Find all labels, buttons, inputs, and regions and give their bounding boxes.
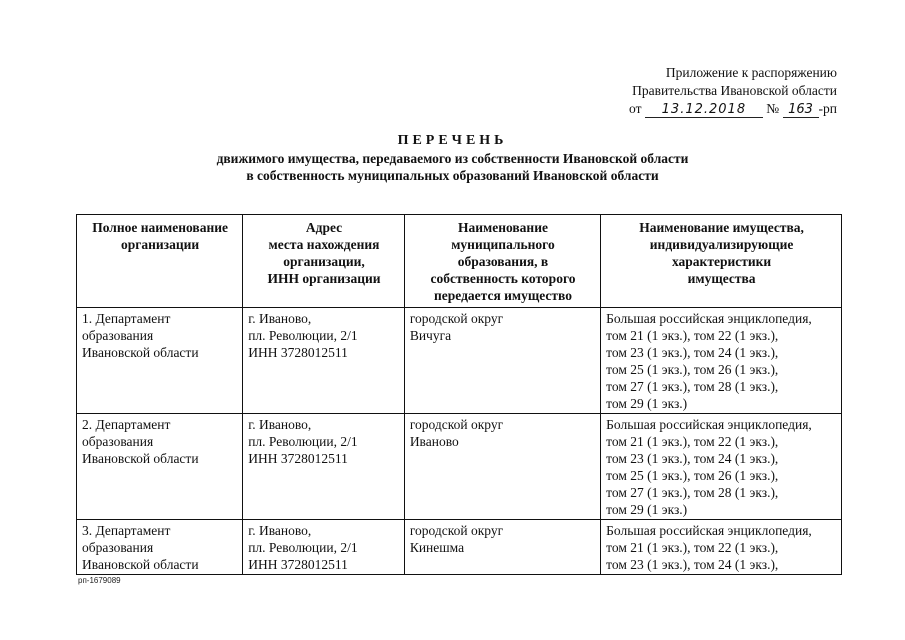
order-number-handwritten: 163: [783, 103, 819, 118]
cell-text-line: городской округ: [409, 523, 504, 538]
cell-text-line: Ивановской области: [82, 557, 199, 572]
cell-text-line: г. Иваново,: [248, 417, 312, 432]
document-code: рп-1679089: [78, 576, 121, 585]
cell-municipality: [404, 308, 600, 414]
title-subtitle-1: движимого имущества, передаваемого из собственности Ивановской области: [216, 151, 689, 166]
appendix-line-1: Приложение к распоряжению: [665, 65, 837, 80]
cell-text-line: Полное наименование: [92, 220, 229, 235]
cell-text-line: 2. Департамент: [82, 417, 171, 432]
cell-text-line: том 23 (1 экз.), том 24 (1 экз.),: [606, 557, 779, 572]
table-header-row: [77, 215, 842, 308]
cell-property: [601, 520, 842, 575]
cell-municipality: [404, 414, 600, 520]
cell-text-line: том 29 (1 экз.): [606, 502, 688, 517]
cell-text-line: пл. Революции, 2/1: [248, 434, 358, 449]
order-from-label: от: [629, 101, 642, 116]
cell-text-line: организации: [120, 237, 200, 252]
cell-text-line: имущества: [687, 271, 756, 286]
cell-text-line: том 21 (1 экз.), том 22 (1 экз.),: [606, 328, 779, 343]
cell-organization: [77, 414, 243, 520]
cell-text-line: пл. Революции, 2/1: [248, 328, 358, 343]
cell-text-line: ИНН 3728012511: [248, 451, 348, 466]
cell-text-line: характеристики: [671, 254, 772, 269]
cell-text-line: том 27 (1 экз.), том 28 (1 экз.),: [606, 485, 779, 500]
property-table: [76, 214, 842, 575]
cell-text-line: Большая российская энциклопедия,: [606, 311, 812, 326]
order-date-handwritten: 13.12.2018: [645, 103, 763, 118]
cell-text-line: г. Иваново,: [248, 523, 312, 538]
cell-address: [243, 308, 405, 414]
cell-text-line: собственность которого: [430, 271, 576, 286]
cell-text-line: том 25 (1 экз.), том 26 (1 экз.),: [606, 362, 779, 377]
cell-text-line: Кинешма: [409, 540, 465, 555]
appendix-line-2: Правительства Ивановской области: [632, 83, 837, 98]
cell-text-line: Ивановской области: [82, 345, 199, 360]
cell-text-line: том 21 (1 экз.), том 22 (1 экз.),: [606, 434, 779, 449]
table-row: [77, 414, 842, 520]
order-number-label: №: [766, 101, 780, 116]
cell-text-line: пл. Революции, 2/1: [248, 540, 358, 555]
cell-text-line: места нахождения: [268, 237, 380, 252]
cell-text-line: образования, в: [457, 254, 549, 269]
cell-organization: [77, 520, 243, 575]
cell-text-line: Большая российская энциклопедия,: [606, 417, 812, 432]
cell-address: [243, 520, 405, 575]
cell-text-line: том 23 (1 экз.), том 24 (1 экз.),: [606, 345, 779, 360]
cell-text-line: индивидуализирующие: [649, 237, 794, 252]
cell-text-line: передается имущество: [434, 288, 572, 303]
cell-municipality: [404, 520, 600, 575]
order-number-suffix: -рп: [818, 101, 837, 116]
cell-text-line: 1. Департамент: [82, 311, 171, 326]
cell-text-line: муниципального: [451, 237, 555, 252]
cell-text-line: городской округ: [409, 417, 504, 432]
cell-text-line: Ивановской области: [82, 451, 199, 466]
cell-text-line: том 23 (1 экз.), том 24 (1 экз.),: [606, 451, 779, 466]
cell-text-line: городской округ: [409, 311, 504, 326]
cell-text-line: организации,: [283, 254, 365, 269]
document-title: [0, 132, 905, 184]
header-organization: [77, 215, 243, 308]
cell-text-line: ИНН 3728012511: [248, 557, 348, 572]
header-address: [243, 215, 405, 308]
table-row: [77, 308, 842, 414]
title-subtitle-2: в собственность муниципальных образований Ивановской области: [246, 168, 659, 183]
title-main: ПЕРЕЧЕНЬ: [397, 133, 508, 148]
cell-text-line: том 25 (1 экз.), том 26 (1 экз.),: [606, 468, 779, 483]
cell-text-line: образования: [82, 434, 154, 449]
cell-text-line: образования: [82, 540, 154, 555]
cell-organization: [77, 308, 243, 414]
cell-text-line: том 27 (1 экз.), том 28 (1 экз.),: [606, 379, 779, 394]
cell-text-line: Большая российская энциклопедия,: [606, 523, 812, 538]
order-reference: [577, 100, 837, 118]
cell-text-line: том 21 (1 экз.), том 22 (1 экз.),: [606, 540, 779, 555]
cell-text-line: г. Иваново,: [248, 311, 312, 326]
cell-text-line: Адрес: [305, 220, 343, 235]
appendix-header: [577, 64, 837, 118]
cell-text-line: Наименование имущества,: [639, 220, 804, 235]
cell-text-line: образования: [82, 328, 154, 343]
cell-text-line: том 29 (1 экз.): [606, 396, 688, 411]
cell-property: [601, 414, 842, 520]
cell-property: [601, 308, 842, 414]
cell-text-line: 3. Департамент: [82, 523, 171, 538]
table-row: [77, 520, 842, 575]
cell-text-line: Наименование: [457, 220, 548, 235]
cell-text-line: Иваново: [409, 434, 459, 449]
cell-address: [243, 414, 405, 520]
header-municipality: [404, 215, 600, 308]
header-property: [601, 215, 842, 308]
cell-text-line: ИНН организации: [267, 271, 381, 286]
cell-text-line: Вичуга: [409, 328, 452, 343]
cell-text-line: ИНН 3728012511: [248, 345, 348, 360]
